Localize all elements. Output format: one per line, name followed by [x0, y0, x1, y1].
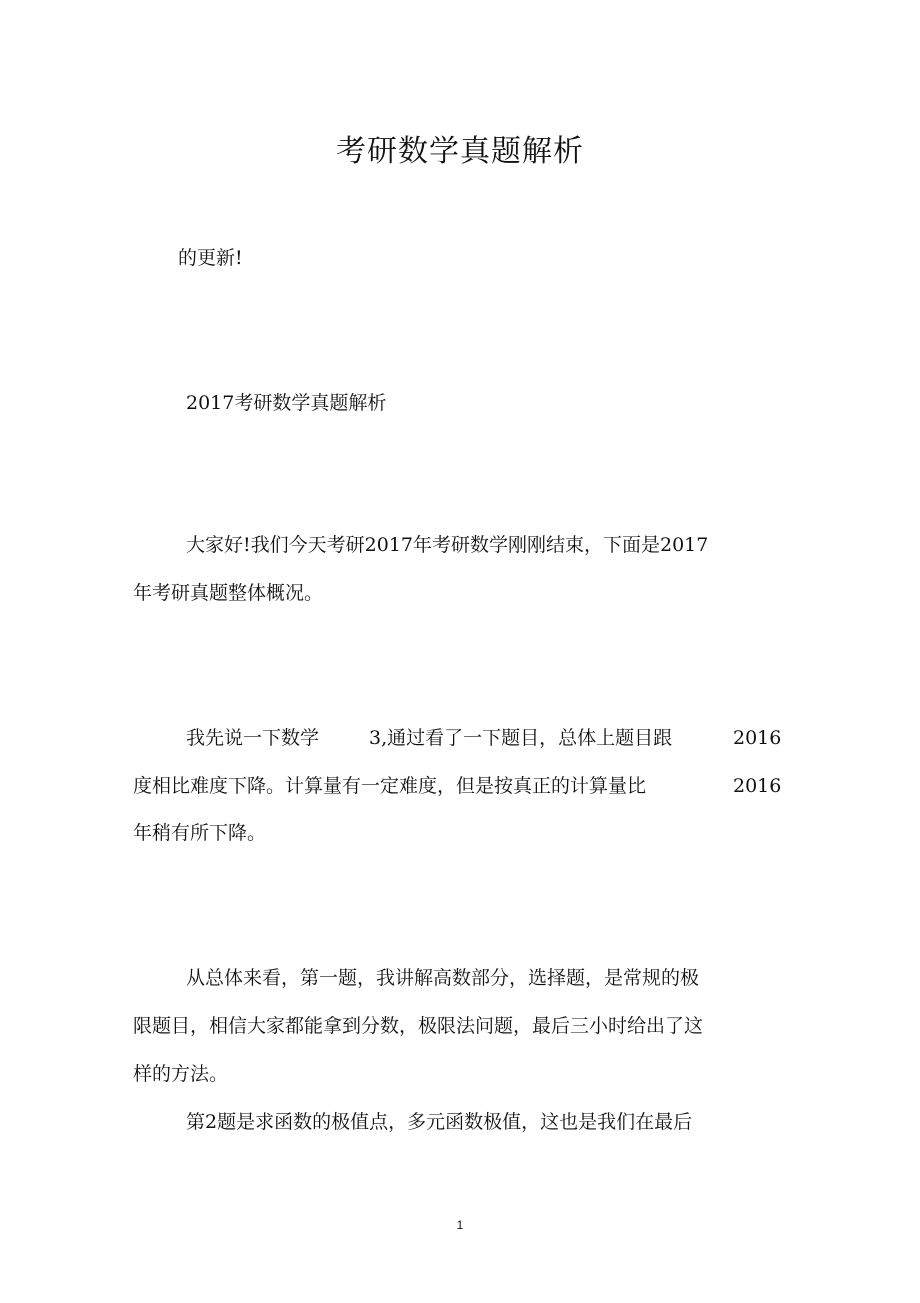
paragraph-3-line-1: 从总体来看，第一题，我讲解高数部分，选择题，是常规的极	[186, 967, 700, 989]
page-title: 考研数学真题解析	[336, 134, 584, 169]
page-number: 1	[456, 1218, 464, 1232]
paragraph-1-line-2: 年考研真题整体概况。	[133, 582, 324, 604]
paragraph-2-line-1-start: 我先说一下数学	[186, 727, 320, 749]
paragraph-2-line-3: 年稍有所下降。	[133, 822, 267, 844]
paragraph-2-line-2-year: 2016	[733, 775, 782, 797]
paragraph-1-line-1: 大家好!我们今天考研2017年考研数学刚刚结束，下面是2017	[186, 534, 709, 556]
paragraph-2-line-1-middle: 3,通过看了一下题目，总体上题目跟	[369, 727, 673, 749]
paragraph-2-line-1-year: 2016	[733, 727, 782, 749]
paragraph-2-line-2-text: 度相比难度下降。计算量有一定难度，但是按真正的计算量比	[133, 775, 647, 797]
section-heading: 2017考研数学真题解析	[186, 392, 387, 414]
paragraph-3-line-2: 限题目，相信大家都能拿到分数，极限法问题，最后三小时给出了这	[133, 1015, 704, 1037]
paragraph-4-line-1: 第2题是求函数的极值点，多元函数极值，这也是我们在最后	[186, 1111, 693, 1133]
paragraph-3-line-3: 样的方法。	[133, 1063, 229, 1085]
intro-text: 的更新!	[178, 247, 243, 269]
